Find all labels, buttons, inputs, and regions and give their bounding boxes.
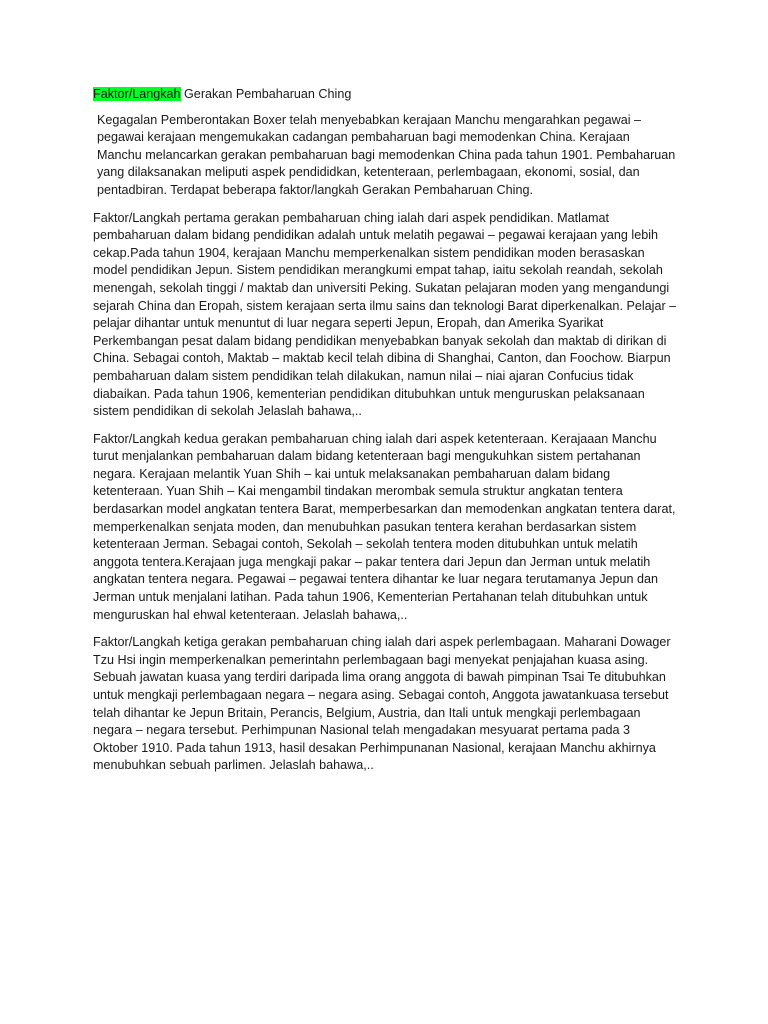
paragraph-intro: Kegagalan Pemberontakan Boxer telah menyebabkan kerajaan Manchu mengarahkan pegawai – pegawai kerajaan mengemukakan cadangan pembaharuan bagi memodenkan China. Kerajaan Manchu melancarkan gerakan pembaharuan bagi memodenkan China pada tahun 1901. Pembaharuan yang dilaksanakan meliputi aspek pendididkan, ketenteraan, perlembagaan, ekonomi, sosial, dan pentadbiran. Terdapat beberapa faktor/langkah Gerakan Pembaharuan Ching. [97, 112, 676, 197]
title-highlight: Faktor/Langkah [93, 87, 181, 101]
paragraph-military: Faktor/Langkah kedua gerakan pembaharuan ching ialah dari aspek ketenteraan. Kerajaaan Manchu turut menjalankan pembaharuan dalam bidang ketenteraan bagi mengukuhkan sistem pertahanan negara. Kerajaan melantik Yuan Shih – kai untuk melaksanakan pembaharuan dalam bidang ketenteraan. Yuan Shih – Kai mengambil tindakan merombak semula struktur angkatan tentera berdasarkan model angkatan tentera Barat, memperbesarkan dan memodenkan angkatan tentera darat, memperkenalkan senjata moden, dan menubuhkan pasukan tentera kerahan berdasarkan sistem ketenteraan Jerman. Sebagai contoh, Sekolah – sekolah tentera moden ditubuhkan untuk melatih anggota tentera.Kerajaan juga mengkaji pakar – pakar tentera dari Jepun dan Jerman untuk melatih angkatan tentera negara. Pegawai – pegawai tentera dihantar ke luar negara terutamanya Jepun dan Jerman untuk menjalani latihan. Pada tahun 1906, Kementerian Pertahanan telah ditubuhkan untuk menguruskan hal ehwal ketenteraan. Jelaslah bahawa,.. [93, 431, 676, 622]
title-rest: Gerakan Pembaharuan Ching [180, 87, 352, 101]
paragraph-education: Faktor/Langkah pertama gerakan pembaharuan ching ialah dari aspek pendidikan. Matlamat pembaharuan dalam bidang pendidikan adalah untuk melatih pegawai – pegawai kerajaan yang lebih cekap.Pada tahun 1904, kerajaan Manchu memperkenalkan sistem pendidikan moden berasaskan model pendidikan Jepun. Sistem pendidikan merangkumi empat tahap, iaitu sekolah reandah, sekolah menengah, sekolah tinggi / maktab dan universiti Peking. Sukatan pelajaran moden yang mengandungi sejarah China dan Eropah, sistem kerajaan serta ilmu sains dan teknologi Barat diperkenalkan. Pelajar – pelajar dihantar untuk menuntut di luar negara seperti Jepun, Eropah, dan Amerika Syarikat Perkembangan pesat dalam bidang pendidikan menyebabkan banyak sekolah dan maktab di dirikan di China. Sebagai contoh, Maktab – maktab kecil telah dibina di Shanghai, Canton, dan Foochow. Biarpun pembaharuan dalam sistem pendidikan telah dilakukan, namun nilai – niai ajaran Confucius tidak diabaikan. Pada tahun 1906, kementerian pendidikan ditubuhkan untuk menguruskan pelaksanaan sistem pendidikan di sekolah Jelaslah bahawa,.. [93, 210, 677, 419]
document-page [93, 86, 677, 785]
paragraph-constitution: Faktor/Langkah ketiga gerakan pembaharuan ching ialah dari aspek perlembagaan. Maharani Dowager Tzu Hsi ingin memperkenalkan pemerintahn perlembagaan bagi menyekat penjajahan kuasa asing. Sebuah jawatan kuasa yang terdiri daripada lima orang anggota di bawah pimpinan Tsai Te ditubuhkan untuk mengkaji perlembagaan negara – negara asing. Sebagai contoh, Anggota jawatankuasa tersebut telah dihantar ke Jepun Britain, Perancis, Belgium, Austria, dan Itali untuk mengkaji perlembagaan negara – negara tersebut. Perhimpunan Nasional telah mengadakan mesyuarat pertama pada 3 Oktober 1910. Pada tahun 1913, hasil desakan Perhimpunanan Nasional, kerajaan Manchu akhirnya menubuhkan sebuah parlimen. Jelaslah bahawa,.. [93, 635, 671, 773]
document-title [93, 86, 677, 104]
